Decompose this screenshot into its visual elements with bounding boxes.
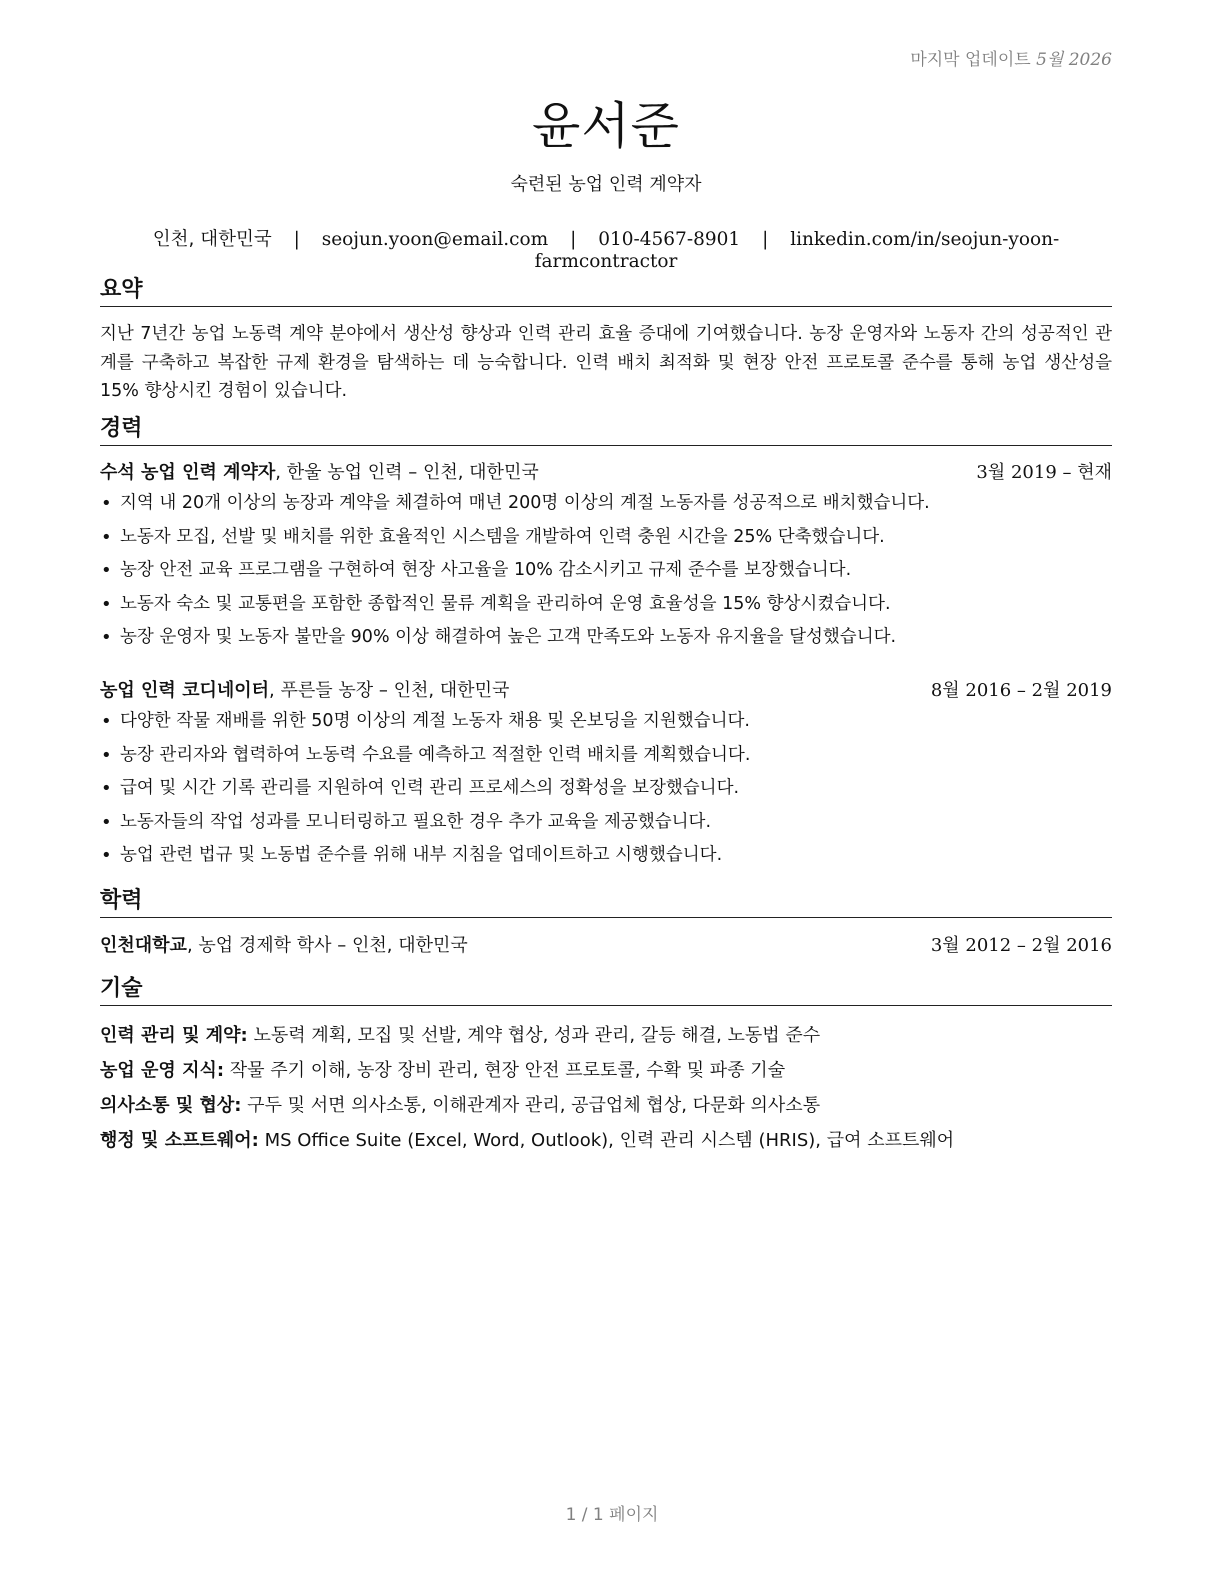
job-bullet: • 노동자들의 작업 성과를 모니터링하고 필요한 경우 추가 교육을 제공했습니다. (100, 806, 1112, 840)
education-heading (100, 933, 468, 959)
summary-text: 지난 7년간 농업 노동력 계약 분야에서 생산성 향상과 인력 관리 효율 증대에 기여했습니다. 농장 운영자와 노동자 간의 성공적인 관계를 구축하고 복잡한 규제 환경을 탐색하는 데 능숙합니다. 인력 배치 최적화 및 현장 안전 프로토콜 준수를 통해 농업 생산성을 15% 향상시킨 경험이 있습니다. (100, 324, 1112, 401)
job-bullet: • 농장 안전 교육 프로그램을 구현하여 현장 사고율을 10% 감소시키고 규제 준수를 보장했습니다. (100, 554, 1112, 588)
candidate-title: 숙련된 농업 인력 계약자 (510, 174, 702, 195)
job-bullet: • 노동자 모집, 선발 및 배치를 위한 효율적인 시스템을 개발하여 인력 충원 시간을 25% 단축했습니다. (100, 521, 1112, 555)
job-bullets (100, 705, 1112, 873)
skill-line (100, 1088, 1112, 1123)
skill-label: 행정 및 소프트웨어: (100, 1130, 259, 1151)
job-bullet: • 농장 운영자 및 노동자 불만을 90% 이상 해결하여 높은 고객 만족도와 노동자 유지율을 달성했습니다. (100, 621, 1112, 655)
job-bullets (100, 487, 1112, 655)
contact-separator: | (762, 229, 769, 250)
skill-label: 의사소통 및 협상: (100, 1095, 242, 1116)
contact-linkedin[interactable]: linkedin.com/in/seojun-yoon-farmcontractor (534, 229, 1060, 272)
last-updated (910, 45, 1112, 70)
job-bullet: • 지역 내 20개 이상의 농장과 계약을 체결하여 매년 200명 이상의 계절 노동자를 성공적으로 배치했습니다. (100, 487, 1112, 521)
job-dates: 3월 2019 – 현재 (976, 462, 1112, 483)
skill-label: 농업 운영 지식: (100, 1060, 225, 1081)
job-header (100, 678, 1112, 704)
job-dates: 8월 2016 – 2월 2019 (930, 680, 1112, 701)
skill-line (100, 1053, 1112, 1088)
skill-line (100, 1018, 1112, 1053)
contact-separator: | (293, 229, 300, 250)
job-title: 수석 농업 인력 계약자 (100, 462, 276, 483)
skill-label: 인력 관리 및 계약: (100, 1025, 248, 1046)
contact-email[interactable]: seojun.yoon@email.com (321, 229, 549, 250)
contact-separator: | (570, 229, 577, 250)
skill-line (100, 1123, 1112, 1158)
education-entry (100, 933, 1112, 959)
section-heading-summary: 요약 (100, 276, 1112, 307)
last-updated-month: 5월 (1036, 50, 1064, 70)
job-bullet: • 다양한 작물 재배를 위한 50명 이상의 계절 노동자 채용 및 온보딩을 지원했습니다. (100, 705, 1112, 739)
last-updated-year: 2026 (1068, 50, 1112, 70)
skill-value: 작물 주기 이해, 농장 장비 관리, 현장 안전 프로토콜, 수확 및 파종 기술 (224, 1060, 786, 1081)
skill-value: 노동력 계획, 모집 및 선발, 계약 협상, 성과 관리, 갈등 해결, 노동법 준수 (247, 1025, 821, 1046)
contact-line (100, 225, 1112, 272)
education-dates: 3월 2012 – 2월 2016 (930, 935, 1112, 956)
contact-phone: 010-4567-8901 (598, 229, 741, 250)
job-heading (100, 460, 539, 486)
education-school: 인천대학교 (100, 935, 187, 956)
job-title: 농업 인력 코디네이터 (100, 680, 270, 701)
contact-location: 인천, 대한민국 (152, 229, 272, 250)
section-heading-experience: 경력 (100, 415, 1112, 446)
education-detail: , 농업 경제학 학사 – 인천, 대한민국 (186, 935, 468, 956)
section-heading-skills: 기술 (100, 975, 1112, 1006)
job-header (100, 460, 1112, 486)
page-number: 1 / 1 페이지 (565, 1505, 659, 1525)
last-updated-label: 마지막 업데이트 (910, 50, 1031, 70)
job-bullet: • 노동자 숙소 및 교통편을 포함한 종합적인 물류 계획을 관리하여 운영 효율성을 15% 향상시켰습니다. (100, 588, 1112, 622)
candidate-name: 윤서준 (532, 97, 680, 155)
job-org: , 푸른들 농장 – 인천, 대한민국 (269, 680, 510, 701)
section-heading-education: 학력 (100, 887, 1112, 918)
job-bullet: • 농업 관련 법규 및 노동법 준수를 위해 내부 지침을 업데이트하고 시행했습니다. (100, 839, 1112, 873)
job-bullet: • 농장 관리자와 협력하여 노동력 수요를 예측하고 적절한 인력 배치를 계획했습니다. (100, 739, 1112, 773)
job-org: , 한울 농업 인력 – 인천, 대한민국 (275, 462, 539, 483)
skill-value: 구두 및 서면 의사소통, 이해관계자 관리, 공급업체 협상, 다문화 의사소통 (241, 1095, 821, 1116)
skill-value: MS Office Suite (Excel, Word, Outlook), 인력 관리 시스템 (HRIS), 급여 소프트웨어 (258, 1130, 955, 1151)
job-bullet: • 급여 및 시간 기록 관리를 지원하여 인력 관리 프로세스의 정확성을 보장했습니다. (100, 772, 1112, 806)
job-heading (100, 678, 509, 704)
skills-list (100, 1018, 1112, 1158)
